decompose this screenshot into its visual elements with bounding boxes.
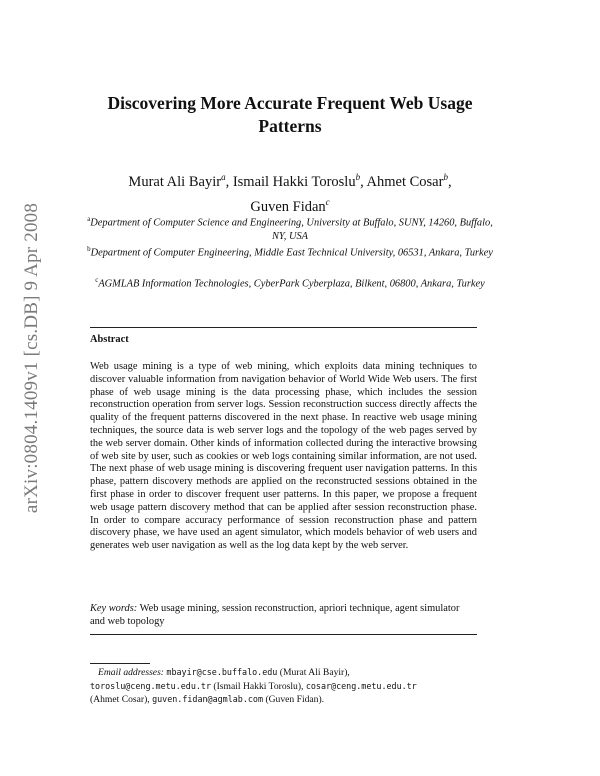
author-affiliation-mark: c <box>325 196 330 207</box>
email-link[interactable]: cosar@ceng.metu.edu.tr <box>305 680 417 691</box>
affiliation-b <box>86 242 494 260</box>
footnote-rule <box>90 663 150 664</box>
keywords-text: Web usage mining, session reconstruction, apriori technique, agent simulator and web topology <box>90 603 460 627</box>
email-label: Email addresses: <box>98 667 164 678</box>
affiliation-a <box>86 212 494 244</box>
affiliation-text: AGMLAB Information Technologies, CyberPark Cyberplaza, Bilkent, 06800, Ankara, Turkey <box>98 278 485 290</box>
email-link[interactable]: toroslu@ceng.metu.edu.tr <box>90 680 212 691</box>
author-separator: , <box>225 173 233 190</box>
email-footnote <box>90 666 490 707</box>
keywords-label: Key words: <box>90 603 138 614</box>
author-separator: , <box>360 173 367 190</box>
author-name: Guven Fidan <box>250 198 326 215</box>
paper-title <box>90 92 490 138</box>
affiliation-mark: a <box>87 215 91 223</box>
author-list <box>80 167 500 217</box>
email-owner: (Murat Ali Bayir), <box>279 667 350 678</box>
author-separator: , <box>447 173 452 190</box>
paper-title-line-2: Patterns <box>258 116 322 136</box>
affiliation-text: Department of Computer Engineering, Middle East Technical University, 06531, Ankara, Turkey <box>90 247 493 259</box>
author-name: Ahmet Cosar <box>366 173 444 190</box>
email-owner: (Ismail Hakki Toroslu), <box>213 680 304 692</box>
affiliation-text: Department of Computer Science and Engineering, University at Buffalo, SUNY, 14260, Buffalo, NY, USA <box>90 217 493 243</box>
author-affiliation-mark: b <box>355 172 361 182</box>
author-affiliation-mark: a <box>221 172 226 182</box>
arxiv-identifier-text: arXiv:0804.1409v1 [cs.DB] 9 Apr 2008 <box>21 202 42 514</box>
abstract-bottom-rule <box>90 634 477 635</box>
author-affiliation-mark: b <box>443 172 448 182</box>
email-link[interactable]: guven.fidan@agmlab.com <box>152 694 264 704</box>
affiliation-mark: b <box>87 245 91 253</box>
abstract-body: Web usage mining is a type of web mining, which exploits data mining techniques to discover valuable information from navigation behavior of World Wide Web users. The first phase of web usage mining is the data processing phase, which includes the session reconstruction operation from server logs. Session reconstruction success directly affects the quality of the frequent patterns discovered in the next phase. In reactive web usage mining techniques, the source data is web server logs and the topology of the web pages served by the web server domain. Other kinds of information collected during the interactive browsing of web site by user, such as cookies or web logs containing similar information, are not used. The next phase of web usage mining is discovering frequent user navigation patterns. In this phase, pattern discovery methods are applied on the reconstructed sessions obtained in the first phase in order to discover frequent user patterns. In this paper, we propose a frequent web usage pattern discovery method that can be applied after session reconstruction phase. In order to compare accuracy performance of session reconstruction phase and pattern discovery phase, we have used an agent simulator, which models behavior of web users and generates web user navigation as well as the log data kept by the web server. <box>90 361 477 552</box>
affiliation-mark: c <box>95 276 99 284</box>
email-link[interactable]: mbayir@cse.buffalo.edu <box>166 667 278 677</box>
keywords <box>90 602 477 628</box>
email-owner: (Guven Fidan). <box>265 694 325 705</box>
abstract-top-rule <box>90 327 477 328</box>
affiliation-c <box>86 273 494 291</box>
abstract-heading: Abstract <box>90 334 129 345</box>
email-owner: (Ahmet Cosar), <box>90 694 150 705</box>
author-name: Murat Ali Bayir <box>128 173 222 190</box>
paper-title-line-1: Discovering More Accurate Frequent Web Usage <box>107 93 473 113</box>
arxiv-identifier-stamp <box>17 194 47 522</box>
author-name: Ismail Hakki Toroslu <box>232 173 356 190</box>
